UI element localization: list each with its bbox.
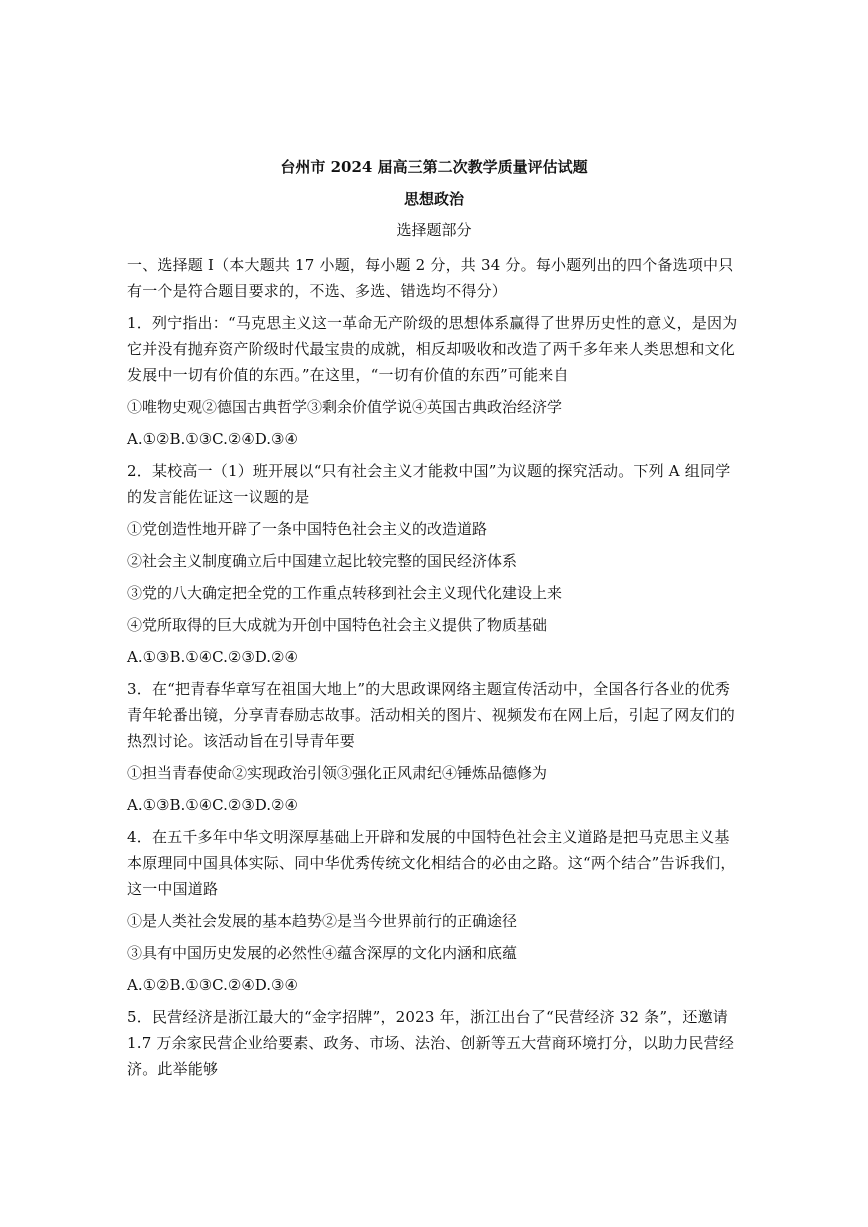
exam-body <box>127 252 739 1088</box>
exam-title: 台州市 2024 届高三第二次教学质量评估试题 <box>280 158 588 176</box>
question-options: ①担当青春使命②实现政治引领③强化正风肃纪④锤炼品德修为 <box>127 764 548 782</box>
question-4 <box>127 824 739 998</box>
question-2 <box>127 458 739 670</box>
answer-choices: A.①③B.①④C.②③D.②④ <box>127 796 298 814</box>
question-stem: 5．民营经济是浙江最大的“金字招牌”，2023 年，浙江出台了“民营经济 32 条”，还邀请 1.7 万余家民营企业给要素、政务、市场、法治、创新等五大营商环境打分，以助力民营经济。此举能够 <box>127 1008 735 1078</box>
question-stem: 3．在“把青春华章写在祖国大地上”的大思政课网络主题宣传活动中，全国各行各业的优秀青年轮番出镜，分享青春励志故事。活动相关的图片、视频发布在网上后，引起了网友们的热烈讨论。该活动旨在引导青年要 <box>127 680 736 750</box>
answer-choices: A.①②B.①③C.②④D.③④ <box>127 430 298 448</box>
question-stem: 2．某校高一（1）班开展以“只有社会主义才能救中国”为议题的探究活动。下列 A 组同学的发言能佐证这一议题的是 <box>127 462 731 506</box>
section-instructions: 一、选择题 I（本大题共 17 小题，每小题 2 分，共 34 分。每小题列出的四个备选项中只有一个是符合题目要求的，不选、多选、错选均不得分） <box>127 256 734 300</box>
subject-title: 思想政治 <box>403 190 464 208</box>
question-1 <box>127 310 739 452</box>
question-stem: 1．列宁指出：“马克思主义这一革命无产阶级的思想体系赢得了世界历史性的意义，是因为它并没有抛弃资产阶级时代最宝贵的成就，相反却吸收和改造了两千多年来人类思想和文化发展中一切有价值的东西。”在这里，“一切有价值的东西”可能来自 <box>127 314 738 384</box>
question-option: ②社会主义制度确立后中国建立起比较完整的国民经济体系 <box>127 552 518 570</box>
question-option: ①是人类社会发展的基本趋势②是当今世界前行的正确途径 <box>127 912 518 930</box>
part-title: 选择题部分 <box>396 221 472 239</box>
answer-choices: A.①③B.①④C.②③D.②④ <box>127 648 298 666</box>
question-stem: 4．在五千多年中华文明深厚基础上开辟和发展的中国特色社会主义道路是把马克思主义基本原理同中国具体实际、同中华优秀传统文化相结合的必由之路。这“两个结合”告诉我们，这一中国道路 <box>127 828 736 898</box>
question-option: ①党创造性地开辟了一条中国特色社会主义的改造道路 <box>127 520 488 538</box>
answer-choices: A.①②B.①③C.②④D.③④ <box>127 976 298 994</box>
question-option: ③具有中国历史发展的必然性④蕴含深厚的文化内涵和底蕴 <box>127 944 518 962</box>
question-option: ③党的八大确定把全党的工作重点转移到社会主义现代化建设上来 <box>127 584 563 602</box>
question-option: ④党所取得的巨大成就为开创中国特色社会主义提供了物质基础 <box>127 616 548 634</box>
question-3 <box>127 676 739 818</box>
question-5 <box>127 1004 739 1082</box>
question-options: ①唯物史观②德国古典哲学③剩余价值学说④英国古典政治经济学 <box>127 398 563 416</box>
